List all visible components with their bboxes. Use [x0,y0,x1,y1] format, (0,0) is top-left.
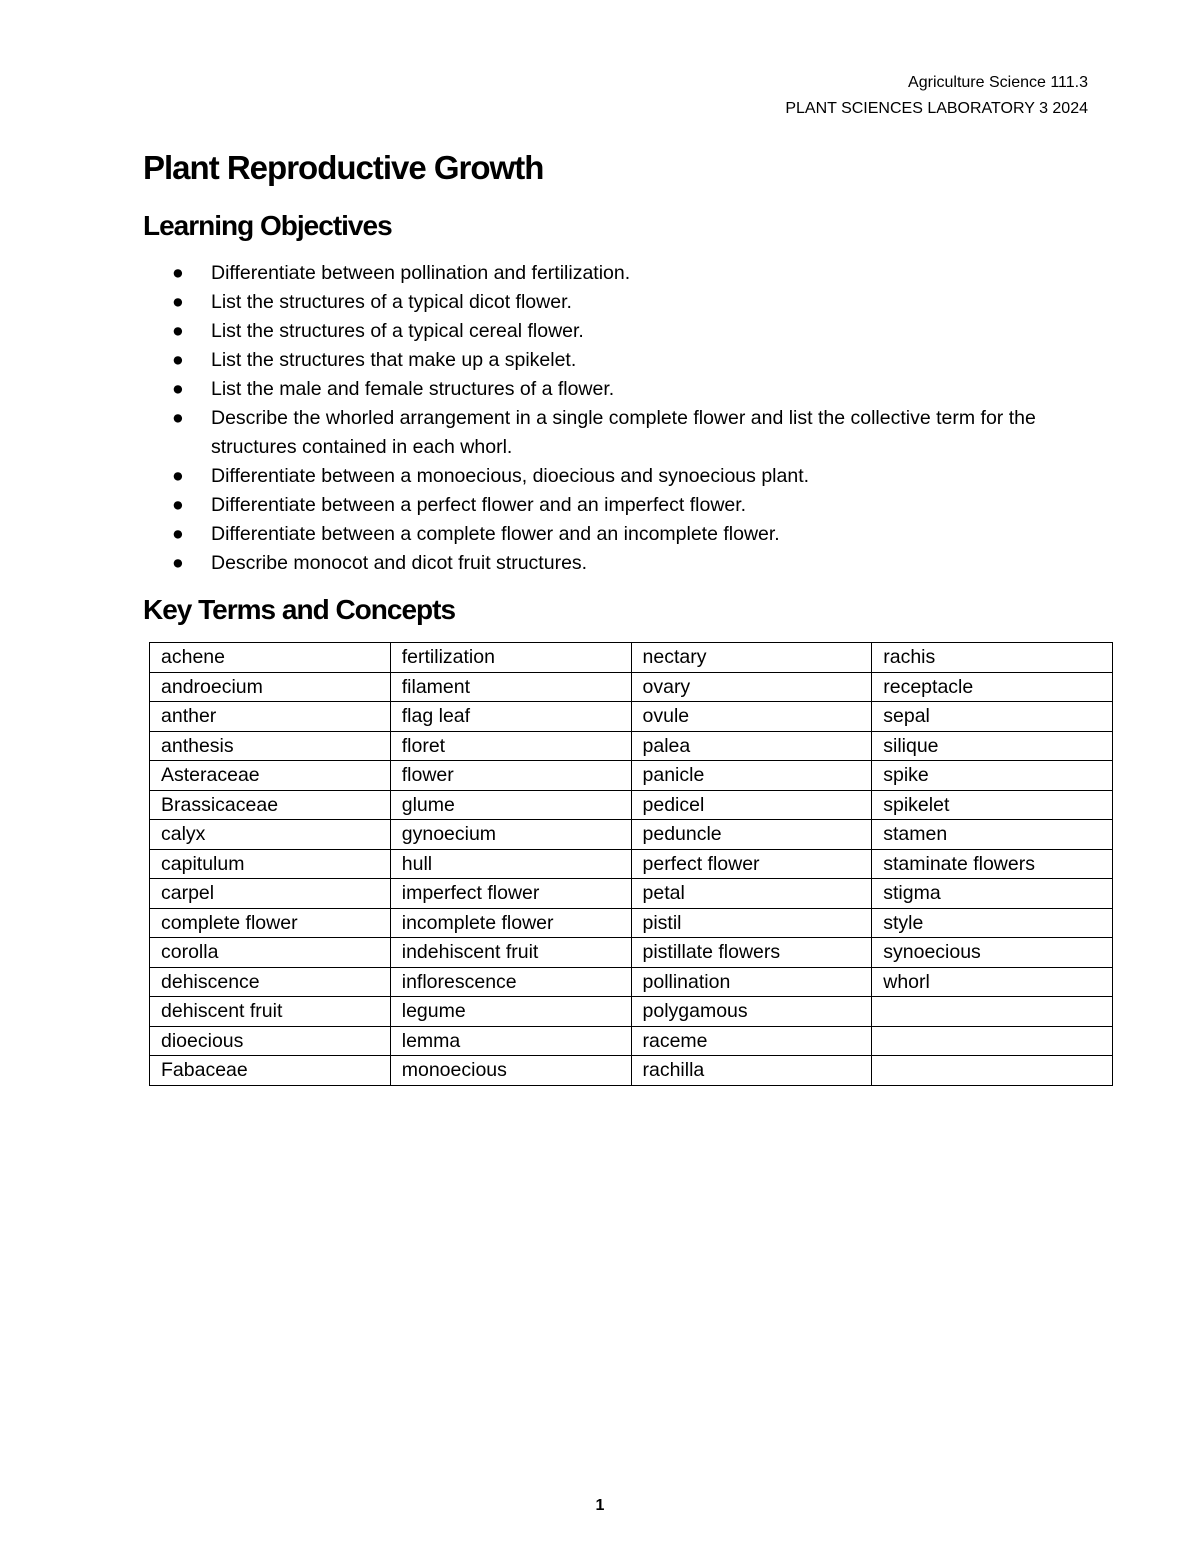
term-cell: spike [872,761,1113,791]
term-cell: ovule [631,702,872,732]
term-cell [872,1056,1113,1086]
term-cell: synoecious [872,938,1113,968]
term-cell: sepal [872,702,1113,732]
table-row [150,672,1113,702]
term-cell: floret [390,731,631,761]
bullet-icon: ● [172,523,184,545]
term-cell: dehiscence [150,967,391,997]
term-cell: anther [150,702,391,732]
table-row [150,938,1113,968]
term-cell: spikelet [872,790,1113,820]
bullet-icon: ● [172,407,184,429]
term-cell: pistil [631,908,872,938]
table-row [150,702,1113,732]
objective-item [172,259,1092,288]
term-cell: complete flower [150,908,391,938]
objective-text: Differentiate between a monoecious, dioecious and synoecious plant. [211,465,810,487]
term-cell: indehiscent fruit [390,938,631,968]
term-cell: monoecious [390,1056,631,1086]
term-cell: stigma [872,879,1113,909]
table-row [150,820,1113,850]
key-terms-table [149,642,1113,1086]
table-row [150,731,1113,761]
objective-text: List the male and female structures of a flower. [211,378,615,400]
term-cell: silique [872,731,1113,761]
term-cell: stamen [872,820,1113,850]
term-cell: rachis [872,643,1113,673]
objective-item [172,317,1092,346]
term-cell: corolla [150,938,391,968]
term-cell: imperfect flower [390,879,631,909]
table-row [150,790,1113,820]
term-cell: androecium [150,672,391,702]
term-cell: perfect flower [631,849,872,879]
objective-item [172,520,1092,549]
lab-label: PLANT SCIENCES LABORATORY 3 2024 [785,100,1088,117]
bullet-icon: ● [172,320,184,342]
term-cell: receptacle [872,672,1113,702]
table-row [150,849,1113,879]
term-cell: anthesis [150,731,391,761]
table-row [150,761,1113,791]
page-header [785,70,1088,122]
term-cell: lemma [390,1026,631,1056]
term-cell: whorl [872,967,1113,997]
term-cell: fertilization [390,643,631,673]
term-cell: pistillate flowers [631,938,872,968]
table-row [150,643,1113,673]
objective-text: Describe the whorled arrangement in a single complete flower and list the collective term for the structures contained in each whorl. [211,407,1036,458]
bullet-icon: ● [172,465,184,487]
term-cell: achene [150,643,391,673]
term-cell: pollination [631,967,872,997]
bullet-icon: ● [172,552,184,574]
objective-text: Differentiate between a complete flower and an incomplete flower. [211,523,780,545]
term-cell: staminate flowers [872,849,1113,879]
term-cell: legume [390,997,631,1027]
term-cell: capitulum [150,849,391,879]
objective-item [172,375,1092,404]
objective-text: List the structures that make up a spikelet. [211,349,577,371]
term-cell: ovary [631,672,872,702]
term-cell: gynoecium [390,820,631,850]
page-number: 1 [595,1497,605,1514]
objective-item [172,404,1092,462]
term-cell: rachilla [631,1056,872,1086]
objective-item [172,288,1092,317]
term-cell: incomplete flower [390,908,631,938]
objective-item [172,549,1092,578]
bullet-icon: ● [172,378,184,400]
term-cell: Brassicaceae [150,790,391,820]
term-cell: petal [631,879,872,909]
objective-text: List the structures of a typical dicot flower. [211,291,572,313]
objective-item [172,346,1092,375]
table-row [150,1026,1113,1056]
term-cell: flag leaf [390,702,631,732]
term-cell: hull [390,849,631,879]
term-cell: glume [390,790,631,820]
term-cell: dehiscent fruit [150,997,391,1027]
term-cell: panicle [631,761,872,791]
term-cell: filament [390,672,631,702]
course-label: Agriculture Science 111.3 [908,74,1088,91]
bullet-icon: ● [172,291,184,313]
table-row [150,997,1113,1027]
learning-objectives-list [172,259,1092,578]
objective-item [172,491,1092,520]
term-cell [872,997,1113,1027]
term-cell: dioecious [150,1026,391,1056]
term-cell: carpel [150,879,391,909]
table-row [150,879,1113,909]
document-title: Plant Reproductive Growth [143,149,544,186]
table-row [150,967,1113,997]
term-cell: style [872,908,1113,938]
bullet-icon: ● [172,494,184,516]
term-cell: Asteraceae [150,761,391,791]
term-cell: inflorescence [390,967,631,997]
term-cell: peduncle [631,820,872,850]
term-cell: palea [631,731,872,761]
learning-objectives-heading: Learning Objectives [143,210,392,241]
objective-text: Differentiate between a perfect flower and an imperfect flower. [211,494,747,516]
bullet-icon: ● [172,349,184,371]
term-cell: nectary [631,643,872,673]
table-row [150,908,1113,938]
key-terms-heading: Key Terms and Concepts [143,594,456,625]
bullet-icon: ● [172,262,184,284]
term-cell: raceme [631,1026,872,1056]
term-cell: polygamous [631,997,872,1027]
term-cell: calyx [150,820,391,850]
objective-item [172,462,1092,491]
term-cell: flower [390,761,631,791]
term-cell [872,1026,1113,1056]
objective-text: List the structures of a typical cereal flower. [211,320,584,342]
table-row [150,1056,1113,1086]
term-cell: pedicel [631,790,872,820]
objective-text: Describe monocot and dicot fruit structures. [211,552,588,574]
term-cell: Fabaceae [150,1056,391,1086]
objective-text: Differentiate between pollination and fertilization. [211,262,631,284]
